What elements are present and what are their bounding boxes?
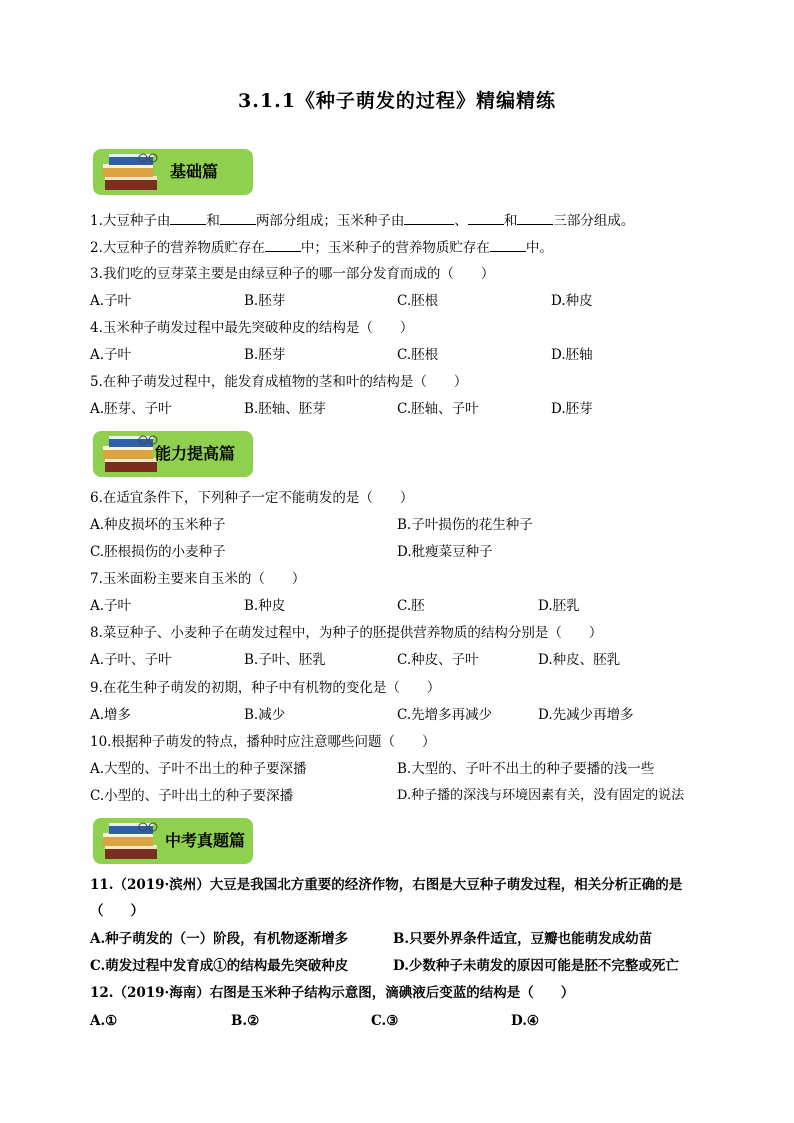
section-banner-exam	[93, 818, 253, 864]
option: D.先减少再增多	[538, 707, 634, 723]
page-title: 3.1.1《种子萌发的过程》精编精练	[238, 90, 556, 112]
question-2: 2.大豆种子的营养物质贮存在 中；玉米种子的营养物质贮存在 中。	[90, 240, 553, 256]
option: A.胚芽、子叶	[90, 401, 172, 417]
question-3: 3.我们吃的豆芽菜主要是由绿豆种子的哪一部分发育而成的（ ）	[90, 266, 495, 282]
option: A.子叶	[90, 598, 132, 614]
option: D.种子播的深浅与环境因素有关，没有固定的说法	[397, 788, 685, 803]
option: B.子叶损伤的花生种子	[397, 517, 533, 533]
option: C.胚根	[397, 293, 439, 309]
option: A.子叶、子叶	[90, 652, 172, 668]
option: B.胚芽	[244, 347, 286, 363]
section-banner-basic	[93, 149, 253, 195]
question-5: 5.在种子萌发过程中，能发育成植物的茎和叶的结构是（ ）	[90, 374, 468, 390]
option: B.只要外界条件适宜，豆瓣也能萌发成幼苗	[393, 931, 653, 947]
option: A.①	[90, 1013, 118, 1029]
option: D.种皮、胚乳	[538, 652, 621, 668]
option: D.少数种子未萌发的原因可能是胚不完整或死亡	[393, 958, 679, 974]
option: C.先增多再减少	[397, 707, 493, 723]
option: D.胚乳	[538, 598, 580, 614]
option: C.小型的、子叶出土的种子要深播	[90, 788, 294, 804]
option: B.减少	[244, 707, 286, 723]
option: A.大型的、子叶不出土的种子要深播	[90, 761, 307, 777]
option: A.种子萌发的（一）阶段，有机物逐渐增多	[90, 931, 349, 947]
option: C.胚轴、子叶	[397, 401, 479, 417]
option: B.胚芽	[244, 293, 286, 309]
question-12: 12.（2019·海南）右图是玉米种子结构示意图，滴碘液后变蓝的结构是（ ）	[90, 985, 575, 1001]
section-banner-ability	[93, 431, 253, 477]
books-icon	[101, 434, 163, 476]
option: B.子叶、胚乳	[244, 652, 326, 668]
option: D.秕瘦菜豆种子	[397, 544, 493, 560]
question-4: 4.玉米种子萌发过程中最先突破种皮的结构是（ ）	[90, 320, 414, 336]
option: C.胚根	[397, 347, 439, 363]
option: C.萌发过程中发育成①的结构最先突破种皮	[90, 958, 349, 974]
books-icon	[101, 152, 163, 194]
option: A.子叶	[90, 293, 132, 309]
option: A.子叶	[90, 347, 132, 363]
question-10: 10.根据种子萌发的特点，播种时应注意哪些问题（ ）	[90, 734, 436, 750]
section-title-ability: 能力提高篇	[155, 444, 236, 463]
question-7: 7.玉米面粉主要来自玉米的（ ）	[90, 571, 306, 587]
option: B.胚轴、胚芽	[244, 401, 326, 417]
option: B.大型的、子叶不出土的种子要播的浅一些	[397, 761, 655, 777]
books-icon	[101, 821, 163, 863]
option: B.②	[231, 1013, 260, 1029]
option: D.种皮	[551, 293, 593, 309]
question-9: 9.在花生种子萌发的初期，种子中有机物的变化是（ ）	[90, 680, 441, 696]
option: B.种皮	[244, 598, 286, 614]
option: C.胚根损伤的小麦种子	[90, 544, 226, 560]
option: A.种皮损坏的玉米种子	[90, 517, 226, 533]
option: D.胚轴	[551, 347, 593, 363]
question-1: 1.大豆种子由 和 两部分组成；玉米种子由 、 和 三部分组成。	[90, 213, 635, 229]
section-title-basic: 基础篇	[170, 162, 219, 181]
question-11: 11.（2019·滨州）大豆是我国北方重要的经济作物，右图是大豆种子萌发过程，相关分析正确的是	[90, 877, 683, 893]
section-title-exam: 中考真题篇	[165, 831, 246, 850]
question-11-paren: （ ）	[90, 903, 144, 919]
question-8: 8.菜豆种子、小麦种子在萌发过程中，为种子的胚提供营养物质的结构分别是（ ）	[90, 625, 603, 641]
option: C.③	[371, 1013, 399, 1029]
option: D.胚芽	[551, 401, 593, 417]
option: C.种皮、子叶	[397, 652, 479, 668]
option: C.胚	[397, 598, 425, 614]
option: D.④	[511, 1013, 540, 1029]
question-6: 6.在适宜条件下，下列种子一定不能萌发的是（ ）	[90, 490, 414, 506]
option: A.增多	[90, 707, 132, 723]
